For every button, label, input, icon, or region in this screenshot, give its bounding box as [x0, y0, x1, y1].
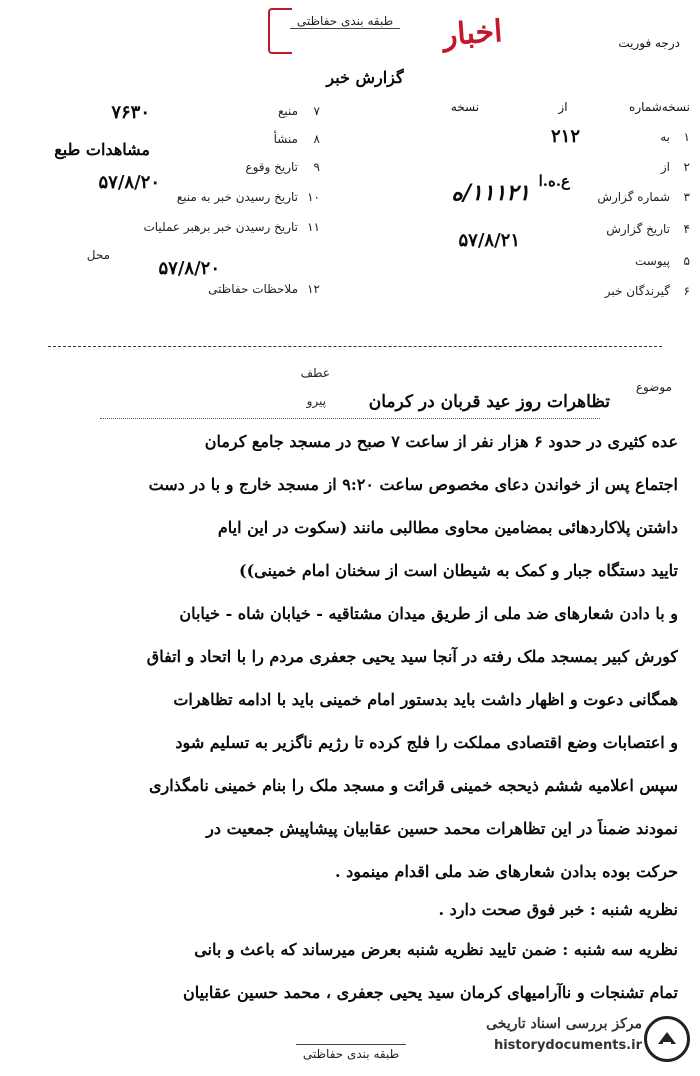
- reference-sub-label: پیرو: [306, 394, 326, 408]
- field-recipients: [400, 280, 690, 306]
- field-number: ۱۲: [307, 282, 320, 296]
- field-report-date: [400, 218, 690, 251]
- body-line: نمودند ضمناً در این تظاهرات محمد حسین عقابیان پیشاپیش جمعیت در: [206, 819, 678, 838]
- body-line: اجتماع پس از خواندن دعای مخصوص ساعت ۹:۲۰ از مسجد خارج و با در دست: [148, 475, 678, 494]
- field-value: ۵۷/۸/۲۰: [98, 172, 160, 193]
- field-label: تاریخ وقوع: [245, 160, 298, 174]
- watermark-title: مرکز بررسی اسناد تاریخی: [486, 1016, 642, 1032]
- subject-underline: [100, 418, 600, 419]
- field-label: منبع: [277, 104, 298, 118]
- classification-bottom: طبقه بندی حفاظتی: [296, 1044, 406, 1061]
- field-label: پیوست: [635, 254, 670, 268]
- right-fields: [400, 126, 690, 296]
- classification-top: طبقه بندی حفاظتی: [290, 14, 400, 29]
- urgency-label: درجه فوریت: [618, 36, 680, 50]
- subject-section: [0, 360, 700, 420]
- field-number: ۱: [683, 130, 690, 144]
- field-label: از: [660, 160, 670, 174]
- news-stamp: اخبار: [441, 13, 504, 54]
- field-label: منشأ: [273, 132, 298, 146]
- watermark: [410, 1010, 690, 1066]
- body-line: حرکت بوده بدادن شعارهای ضد ملی اقدام مینمود .: [334, 862, 678, 881]
- copy-from-label: از: [558, 100, 568, 114]
- field-label: شماره گزارش: [597, 190, 670, 204]
- subject-label: موضوع: [635, 380, 672, 394]
- body-line: عده کثیری در حدود ۶ هزار نفر از ساعت ۷ صبح در مسجد جامع کرمان: [204, 432, 678, 451]
- left-fields: [20, 100, 320, 300]
- field-number: ۹: [313, 160, 320, 174]
- field-source: [20, 100, 320, 124]
- field-number: ۴: [683, 222, 690, 236]
- field-source-received-date: [20, 186, 320, 210]
- field-location: [20, 244, 320, 279]
- archive-logo-glyph: [654, 1026, 680, 1052]
- field-label: محل: [86, 248, 110, 262]
- field-number: ۱۰: [307, 190, 320, 204]
- body-line: تایید دستگاه جبار و کمک به شیطان است از سخنان امام خمینی)): [239, 561, 678, 580]
- field-label: تاریخ رسیدن خبر برهبر عملیات: [143, 220, 298, 234]
- field-label: ملاحظات حفاظتی: [208, 282, 298, 296]
- body-line: نظریه سه شنبه : ضمن تایید نظریه شنبه بعرض میرساند که باعث و بانی: [194, 940, 678, 959]
- field-number: ۸: [313, 132, 320, 146]
- field-leader-received-date: [20, 216, 320, 240]
- watermark-url: historydocuments.ir: [493, 1038, 642, 1053]
- reference-label: عطف: [300, 366, 330, 380]
- report-header: [0, 0, 700, 340]
- field-value: ۷۶۳۰: [111, 102, 150, 123]
- body-line: همگانی دعوت و اظهار داشت باید بدستور امام خمینی باید با ادامه تظاهرات: [173, 690, 678, 709]
- field-value: ع.ه.ا: [538, 172, 570, 190]
- body-line: کورش کبیر بمسجد ملک رفته در آنجا سید یحیی جعفری مردم را با اتحاد و اتفاق: [146, 647, 678, 666]
- field-from: [400, 156, 690, 190]
- field-event-date: [20, 156, 320, 193]
- field-value: ۵۷/۸/۲۱: [458, 230, 520, 251]
- field-label: گیرندگان خبر: [604, 284, 670, 298]
- body-line: داشتن پلاکاردهائی بمضامین محاوی مطالبی مانند (سکوت در این ایام: [217, 518, 678, 537]
- field-to: [400, 126, 690, 152]
- field-number: ۶: [683, 284, 690, 298]
- archive-logo-icon: [644, 1016, 690, 1062]
- subject-value: تظاهرات روز عید قربان در کرمان: [368, 392, 610, 412]
- body-line: و با دادن شعارهای ضد ملی از طریق میدان مشتاقیه - خیابان شاه - خیابان: [179, 604, 678, 623]
- red-stamp-frame: [268, 8, 292, 54]
- body-line: نظریه شنبه : خبر فوق صحت دارد .: [438, 900, 678, 919]
- body-line: سپس اعلامیه ششم ذیحجه خمینی قرائت و مسجد ملک را بنام خمینی نامگذاری: [148, 776, 678, 795]
- copy-number-label: نسخه‌شماره: [629, 100, 690, 114]
- copy-word-label: نسخه: [450, 100, 480, 114]
- body-line: تمام تشنجات و ناآرامیهای کرمان سید یحیی جعفری ، محمد حسین عقابیان: [183, 983, 678, 1002]
- field-origin: [20, 128, 320, 159]
- body-line: و اعتصابات وضع اقتصادی مملکت را فلج کرده تا رژیم ناگزیر به تسلیم شود: [175, 733, 678, 752]
- header-divider: [48, 346, 662, 347]
- field-leader-date-value: ۵۷/۸/۲۰: [158, 258, 220, 279]
- report-body: [0, 420, 700, 1020]
- field-value: ۲۱۲: [550, 126, 580, 147]
- field-security-notes: [20, 278, 320, 302]
- field-value: مشاهدات طبع: [54, 140, 150, 159]
- field-attachment: [400, 250, 690, 276]
- field-number: ۲: [683, 160, 690, 174]
- report-title: گزارش خبر: [326, 68, 404, 87]
- field-label: به: [660, 130, 670, 144]
- field-number: ۵: [683, 254, 690, 268]
- field-label: تاریخ رسیدن خبر به منبع: [176, 190, 298, 204]
- field-number: ۷: [313, 104, 320, 118]
- field-number: ۱۱: [307, 220, 320, 234]
- field-label: تاریخ گزارش: [606, 222, 670, 236]
- field-number: ۳: [683, 190, 690, 204]
- field-value: ۱۱۱۲۱/ه: [451, 180, 530, 206]
